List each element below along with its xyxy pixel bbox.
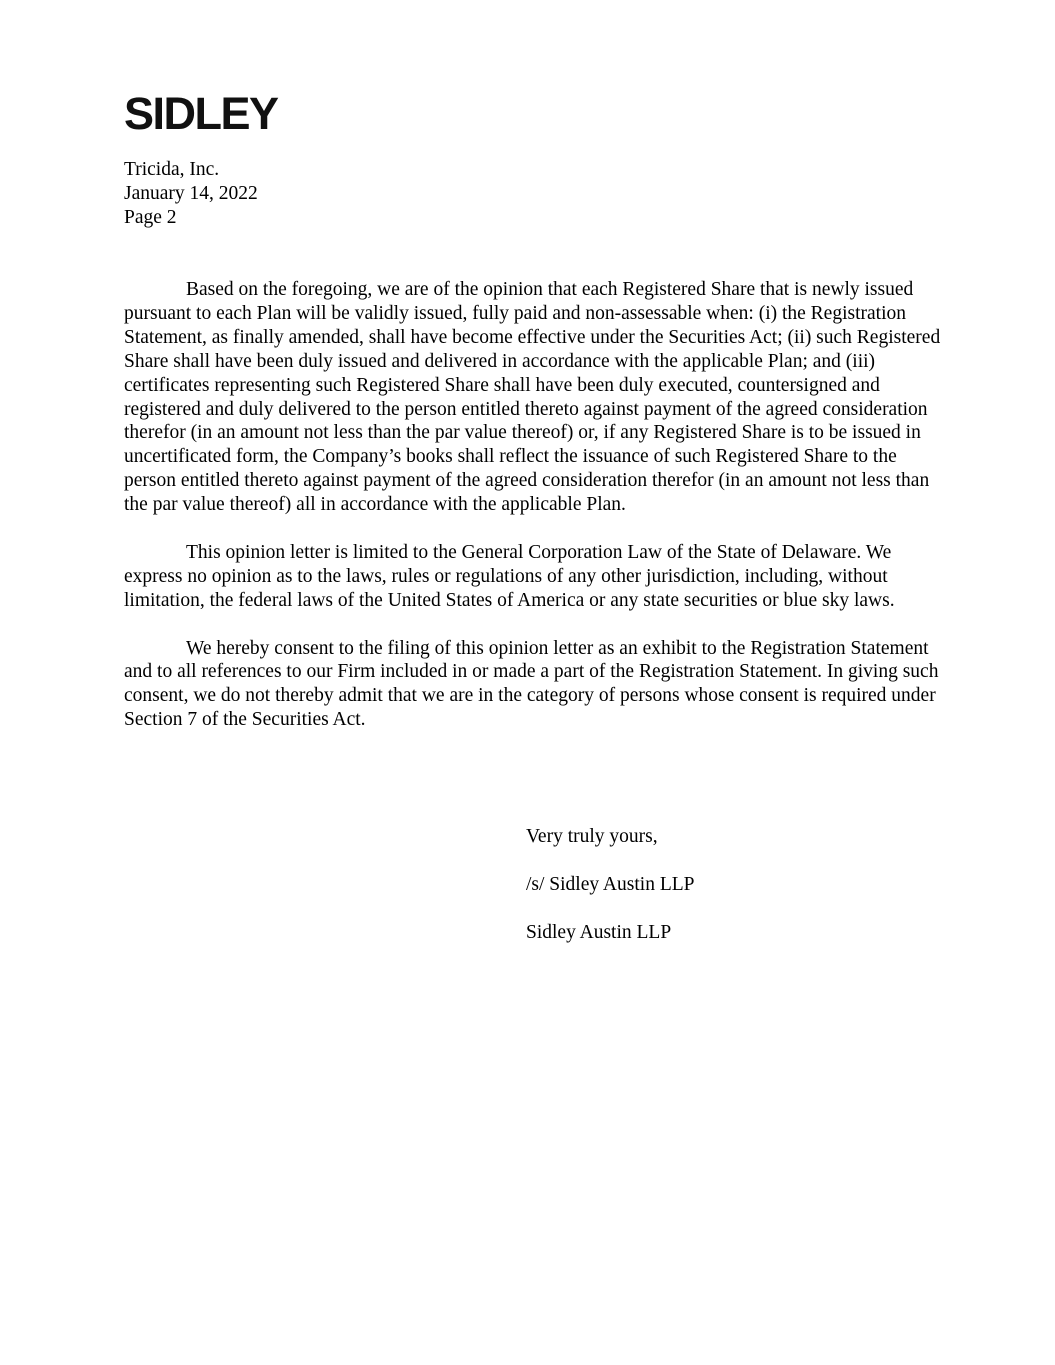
closing-firm-name: Sidley Austin LLP [526,922,672,943]
letter-date: January 14, 2022 [124,183,258,204]
recipient-company: Tricida, Inc. [124,159,220,180]
body-paragraph-consent: We hereby consent to the filing of this opinion letter as an exhibit to the Registration Statement and to all references to our Firm included in or made a part of the Registration Statement. In giving such consent, we do not thereby admit that we are in the category of persons whose consent is required under Section 7 of the Securities Act. [124,637,939,731]
page-number: Page 2 [124,207,177,228]
closing-salutation: Very truly yours, [526,826,658,847]
body-paragraph-limitation: This opinion letter is limited to the General Corporation Law of the State of Delaware. We express no opinion as to the laws, rules or regulations of any other jurisdiction, including, without limitation, the federal laws of the United States of America or any state securities or blue sky laws. [124,541,895,611]
letter-closing [526,825,694,969]
letter-body [124,278,944,756]
body-paragraph-opinion: Based on the foregoing, we are of the opinion that each Registered Share that is newly issued pursuant to each Plan will be validly issued, fully paid and non-assessable when: (i) the Registration Statement, as finally amended, shall have become effective under the Securities Act; (ii) such Registered Share shall have been duly issued and delivered in accordance with the applicable Plan; and (iii) certificates representing such Registered Share shall have been duly executed, countersigned and registered and duly delivered to the person entitled thereto against payment of the agreed consideration therefor (in an amount not less than the par value thereof) or, if any Registered Share is to be issued in uncertificated form, the Company’s books shall reflect the issuance of such Registered Share to the person entitled thereto against payment of the agreed consideration therefor (in an amount not less than the par value thereof) all in accordance with the applicable Plan. [124,279,941,516]
closing-signature: /s/ Sidley Austin LLP [526,874,695,895]
letter-header [124,158,258,230]
sidley-logo: SIDLEY [124,88,278,139]
